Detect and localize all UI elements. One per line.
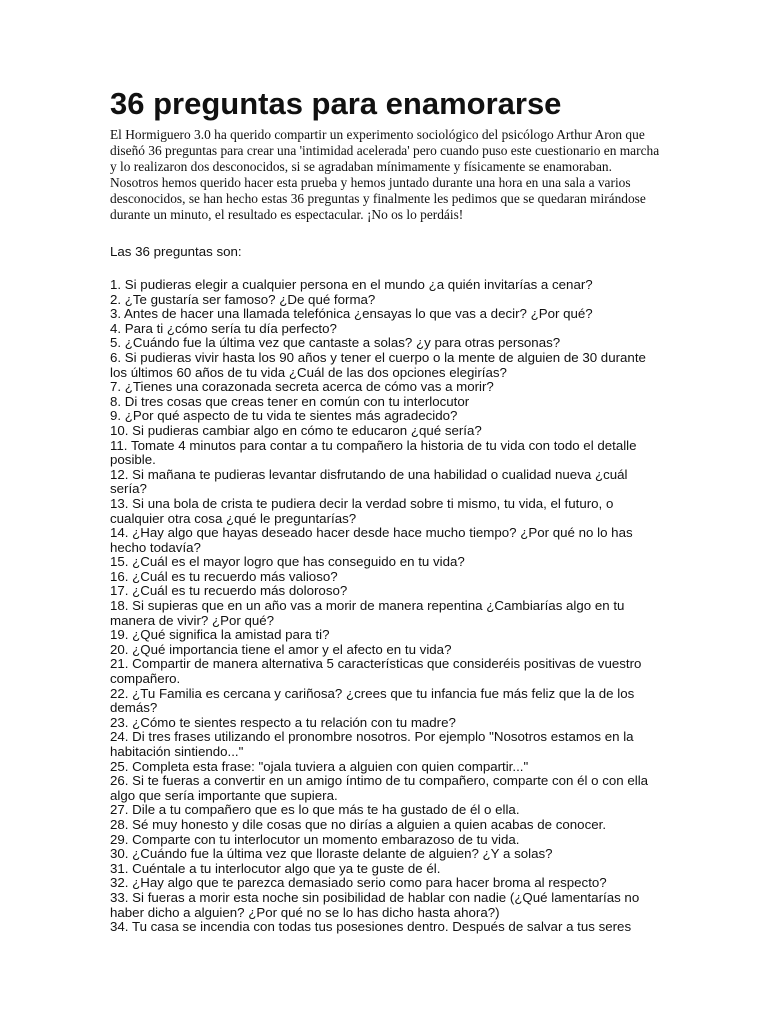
question-item: 31. Cuéntale a tu interlocutor algo que ya te guste de él. [110,860,441,876]
question-item: 12. Si mañana te pudieras levantar disfrutando de una habilidad o cualidad nueva ¿cuál sería? [110,466,628,497]
question-item: 24. Di tres frases utilizando el pronombre nosotros. Por ejemplo "Nosotros estamos en la habitación sintiendo..." [110,729,634,759]
question-item: 10. Si pudieras cambiar algo en cómo te educaron ¿qué sería? [110,422,482,438]
questions-list [110,278,662,935]
question-item: 21. Compartir de manera alternativa 5 características que consideréis positivas de vuestro compañero. [110,656,642,687]
question-item: 29. Comparte con tu interlocutor un momento embarazoso de tu vida. [110,831,520,847]
question-item: 8. Di tres cosas que creas tener en común con tu interlocutor [110,393,470,409]
question-item: 26. Si te fueras a convertir en un amigo íntimo de tu compañero, comparte con él o con ella algo que sería importante que supiera. [110,773,649,803]
question-item: 28. Sé muy honesto y dile cosas que no dirías a alguien a quien acabas de conocer. [110,816,607,832]
question-item: 19. ¿Qué significa la amistad para ti? [110,627,330,643]
page-title: 36 preguntas para enamorarse [110,86,562,121]
question-item: 5. ¿Cuándo fue la última vez que cantaste a solas? ¿y para otras personas? [110,335,561,351]
question-item: 18. Si supieras que en un año vas a morir de manera repentina ¿Cambiarías algo en tu manera de vivir? ¿Por qué? [110,598,625,628]
question-item: 9. ¿Por qué aspecto de tu vida te sientes más agradecido? [110,408,458,424]
question-item: 11. Tomate 4 minutos para contar a tu compañero la historia de tu vida con todo el detalle posible. [110,437,637,468]
question-item: 7. ¿Tienes una corazonada secreta acerca de cómo vas a morir? [110,379,494,395]
question-item: 27. Dile a tu compañero que es lo que más te ha gustado de él o ella. [110,802,520,818]
question-item: 1. Si pudieras elegir a cualquier persona en el mundo ¿a quién invitarías a cenar? [110,277,593,292]
question-item: 4. Para ti ¿cómo sería tu día perfecto? [110,320,337,336]
question-item: 30. ¿Cuándo fue la última vez que lloraste delante de alguien? ¿Y a solas? [110,846,553,862]
question-item: 14. ¿Hay algo que hayas deseado hacer desde hace mucho tiempo? ¿Por qué no lo has hecho todavía? [110,525,633,555]
question-item: 32. ¿Hay algo que te parezca demasiado serio como para hacer broma al respecto? [110,875,607,891]
question-item: 13. Si una bola de crista te pudiera decir la verdad sobre ti mismo, tu vida, el futuro, o cualquier otra cosa ¿qué le preguntarías? [110,495,614,526]
questions-lead: Las 36 preguntas son: [110,244,242,259]
question-item: 6. Si pudieras vivir hasta los 90 años y tener el cuerpo o la mente de alguien de 30 durante los últimos 60 años de tu vida ¿Cuál de las dos opciones elegirías? [110,349,646,380]
question-item: 16. ¿Cuál es tu recuerdo más valioso? [110,568,338,584]
question-item: 20. ¿Qué importancia tiene el amor y el afecto en tu vida? [110,641,452,657]
question-item: 3. Antes de hacer una llamada telefónica ¿ensayas lo que vas a decir? ¿Por qué? [110,306,593,322]
question-item: 22. ¿Tu Familia es cercana y cariñosa? ¿crees que tu infancia fue más feliz que la de los demás? [110,685,635,716]
question-item: 2. ¿Te gustaría ser famoso? ¿De qué forma? [110,291,376,307]
question-item: 34. Tu casa se incendia con todas tus posesiones dentro. Después de salvar a tus seres [110,919,632,935]
question-item: 17. ¿Cuál es tu recuerdo más doloroso? [110,583,348,599]
question-item: 33. Si fueras a morir esta noche sin posibilidad de hablar con nadie (¿Qué lamentarías no haber dicho a alguien? ¿Por qué no se lo has dicho hasta ahora?) [110,889,640,920]
intro-paragraph: El Hormiguero 3.0 ha querido compartir un experimento sociológico del psicólogo Arthur Aron que diseñó 36 preguntas para crear una 'intimidad acelerada' pero cuando puso este cuestionario en marcha y lo realizaron dos desconocidos, si se agradaban mínimamente y físicamente se enamoraban. Nosotros hemos querido hacer esta prueba y hemos juntado durante una hora en una sala a varios desconocidos, se han hecho estas 36 preguntas y finalmente les pedimos que se quedaran mirándose durante un minuto, el resultado es espectacular. ¡No os lo perdáis! [110,127,660,222]
question-item: 25. Completa esta frase: "ojala tuviera a alguien con quien compartir..." [110,758,529,774]
question-item: 15. ¿Cuál es el mayor logro que has conseguido en tu vida? [110,554,465,570]
question-item: 23. ¿Cómo te sientes respecto a tu relación con tu madre? [110,714,456,730]
